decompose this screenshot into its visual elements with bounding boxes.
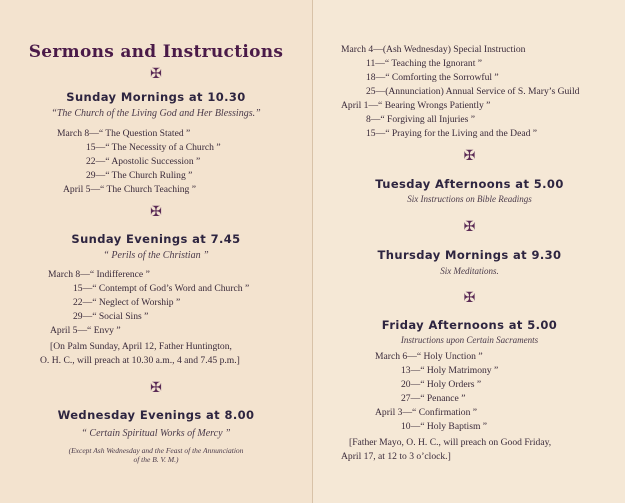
section-subtitle-sunday-evenings: “ Perils of the Christian ” bbox=[103, 250, 209, 261]
list-item: 15—“ The Necessity of a Church ” bbox=[86, 142, 221, 153]
cross-icon: ✠ bbox=[150, 381, 162, 396]
note-line: O. H. C., will preach at 10.30 a.m., 4 and 7.45 p.m.] bbox=[40, 355, 240, 366]
list-item: April 3—“ Confirmation ” bbox=[375, 407, 478, 418]
right-page bbox=[312, 0, 625, 503]
cross-icon: ✠ bbox=[150, 205, 162, 220]
list-item: 25—(Annunciation) Annual Service of S. Mary’s Guild bbox=[366, 86, 580, 97]
note-line: [On Palm Sunday, April 12, Father Huntington, bbox=[50, 341, 232, 352]
section-subtitle-tuesday-afternoons: Six Instructions on Bible Readings bbox=[407, 194, 532, 204]
list-item: March 8—“ The Question Stated ” bbox=[57, 128, 191, 139]
section-heading-tuesday-afternoons: Tuesday Afternoons at 5.00 bbox=[375, 177, 564, 191]
cross-icon: ✠ bbox=[463, 291, 476, 306]
sunday-mornings-list bbox=[0, 127, 312, 197]
list-item: 27—“ Penance ” bbox=[401, 393, 466, 404]
section-subtitle-wednesday-evenings: “ Certain Spiritual Works of Mercy ” bbox=[81, 428, 231, 439]
cross-icon: ✠ bbox=[463, 220, 476, 235]
list-item: April 5—“ The Church Teaching ” bbox=[63, 184, 196, 195]
list-item: 18—“ Comforting the Sorrowful ” bbox=[366, 72, 499, 83]
list-item: 29—“ Social Sins ” bbox=[73, 311, 149, 322]
section-heading-thursday-mornings: Thursday Mornings at 9.30 bbox=[377, 248, 562, 262]
note-line: April 17, at 12 to 3 o’clock.] bbox=[341, 451, 451, 462]
section-subtitle-friday-afternoons: Instructions upon Certain Sacraments bbox=[400, 335, 539, 345]
note-line: [Father Mayo, O. H. C., will preach on Good Friday, bbox=[349, 437, 552, 448]
wednesday-note-line-2: of the B. V. M.) bbox=[133, 455, 179, 464]
section-heading-friday-afternoons: Friday Afternoons at 5.00 bbox=[381, 318, 558, 332]
section-heading-wednesday-evenings: Wednesday Evenings at 8.00 bbox=[57, 408, 255, 422]
section-subtitle-thursday-mornings: Six Meditations. bbox=[440, 266, 499, 276]
list-item: 22—“ Apostolic Succession ” bbox=[86, 156, 201, 167]
friday-afternoons-list bbox=[313, 350, 625, 434]
palm-sunday-note bbox=[40, 340, 300, 368]
list-item: 10—“ Holy Baptism ” bbox=[401, 421, 488, 432]
list-item: April 1—“ Bearing Wrongs Patiently ” bbox=[341, 100, 491, 111]
wednesday-schedule-list bbox=[313, 43, 625, 141]
page-title: Sermons and Instructions bbox=[28, 42, 284, 62]
list-item: March 8—“ Indifference ” bbox=[48, 269, 150, 280]
list-item: 15—“ Praying for the Living and the Dead ” bbox=[366, 128, 538, 139]
section-heading-sunday-evenings: Sunday Evenings at 7.45 bbox=[71, 232, 241, 246]
list-item: 15—“ Contempt of God’s Word and Church ” bbox=[73, 283, 250, 294]
list-item: 20—“ Holy Orders ” bbox=[401, 379, 482, 390]
section-subtitle-sunday-mornings: “The Church of the Living God and Her Blessings.” bbox=[51, 108, 261, 119]
list-item: April 5—“ Envy ” bbox=[50, 325, 121, 336]
left-page bbox=[0, 0, 312, 503]
list-item: 29—“ The Church Ruling ” bbox=[86, 170, 193, 181]
cross-icon: ✠ bbox=[150, 67, 162, 82]
list-item: 8—“ Forgiving all Injuries ” bbox=[366, 114, 476, 125]
sunday-evenings-list bbox=[0, 268, 312, 338]
list-item: 13—“ Holy Matrimony ” bbox=[401, 365, 499, 376]
list-item: March 4—(Ash Wednesday) Special Instruction bbox=[341, 44, 526, 55]
list-item: 22—“ Neglect of Worship ” bbox=[73, 297, 181, 308]
wednesday-note-line-1: (Except Ash Wednesday and the Feast of the Annunciation bbox=[68, 446, 244, 455]
list-item: March 6—“ Holy Unction ” bbox=[375, 351, 483, 362]
cross-icon: ✠ bbox=[463, 149, 476, 164]
section-heading-sunday-mornings: Sunday Mornings at 10.30 bbox=[66, 90, 246, 104]
good-friday-note bbox=[341, 436, 621, 464]
list-item: 11—“ Teaching the Ignorant ” bbox=[366, 58, 483, 69]
